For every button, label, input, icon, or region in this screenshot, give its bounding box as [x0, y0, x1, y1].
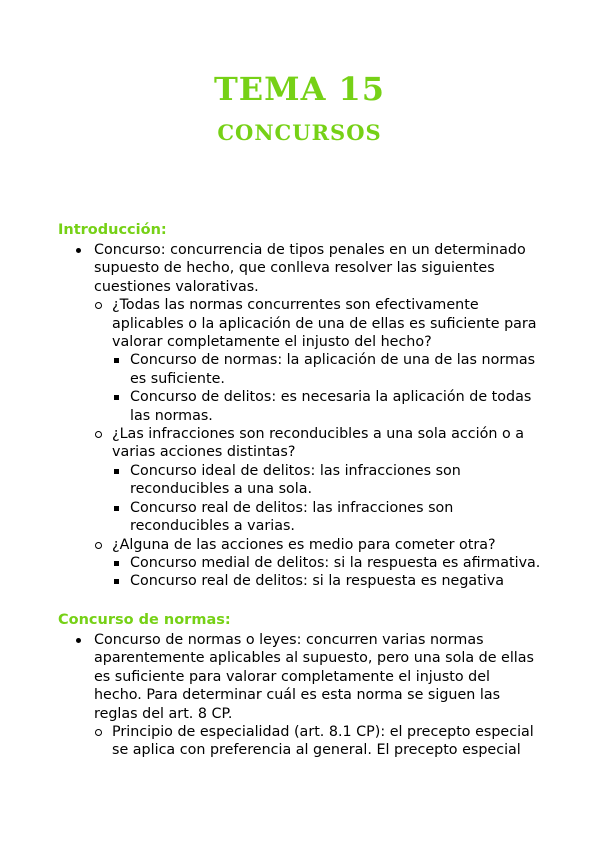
section-body-concurso-de-normas — [58, 631, 542, 760]
list-item — [94, 536, 542, 591]
list-item-text: Concurso de normas o leyes: concurren varias normas aparentemente aplicables al supuesto, pero una sola de ellas es suficiente para valorar completamente el injusto del hecho. Para determinar cuál es esta norma se siguen las reglas del art. 8 CP. — [94, 632, 534, 722]
list-item: Concurso ideal de delitos: las infracciones son reconducibles a una sola. — [112, 462, 542, 499]
list-item-text: ¿Las infracciones son reconducibles a una sola acción o a varias acciones distintas? — [112, 426, 525, 461]
list-item-text: Principio de especialidad (art. 8.1 CP): el precepto especial se aplica con preferencia al general. El precepto especial — [112, 724, 534, 759]
list-item — [94, 723, 542, 760]
list-item — [58, 631, 542, 760]
list-item-text: Concurso: concurrencia de tipos penales en un determinado supuesto de hecho, que conlleva resolver las siguientes cuestiones valorativas. — [94, 242, 526, 295]
list-item: Concurso de delitos: es necesaria la aplicación de todas las normas. — [112, 388, 542, 425]
list-item: Concurso medial de delitos: si la respuesta es afirmativa. — [112, 554, 542, 572]
section-heading-concurso-de-normas: Concurso de normas: — [58, 612, 231, 628]
list-item: Concurso de normas: la aplicación de una de las normas es suficiente. — [112, 351, 542, 388]
section-body-introduccion — [58, 241, 542, 591]
section-heading-introduccion: Introducción: — [58, 222, 167, 238]
list-item — [94, 296, 542, 425]
list-item — [58, 241, 542, 591]
list-item: Concurso real de delitos: si la respuesta es negativa — [112, 572, 542, 590]
list-item — [94, 425, 542, 535]
document-subtitle: CONCURSOS — [217, 120, 382, 145]
list-item: Concurso real de delitos: las infracciones son reconducibles a varias. — [112, 499, 542, 536]
document-title: TEMA 15 — [213, 70, 386, 108]
list-item-text: ¿Todas las normas concurrentes son efectivamente aplicables o la aplicación de una de ellas es suficiente para valorar completamente el injusto del hecho? — [112, 297, 537, 351]
list-item-text: ¿Alguna de las acciones es medio para cometer otra? — [112, 536, 496, 553]
